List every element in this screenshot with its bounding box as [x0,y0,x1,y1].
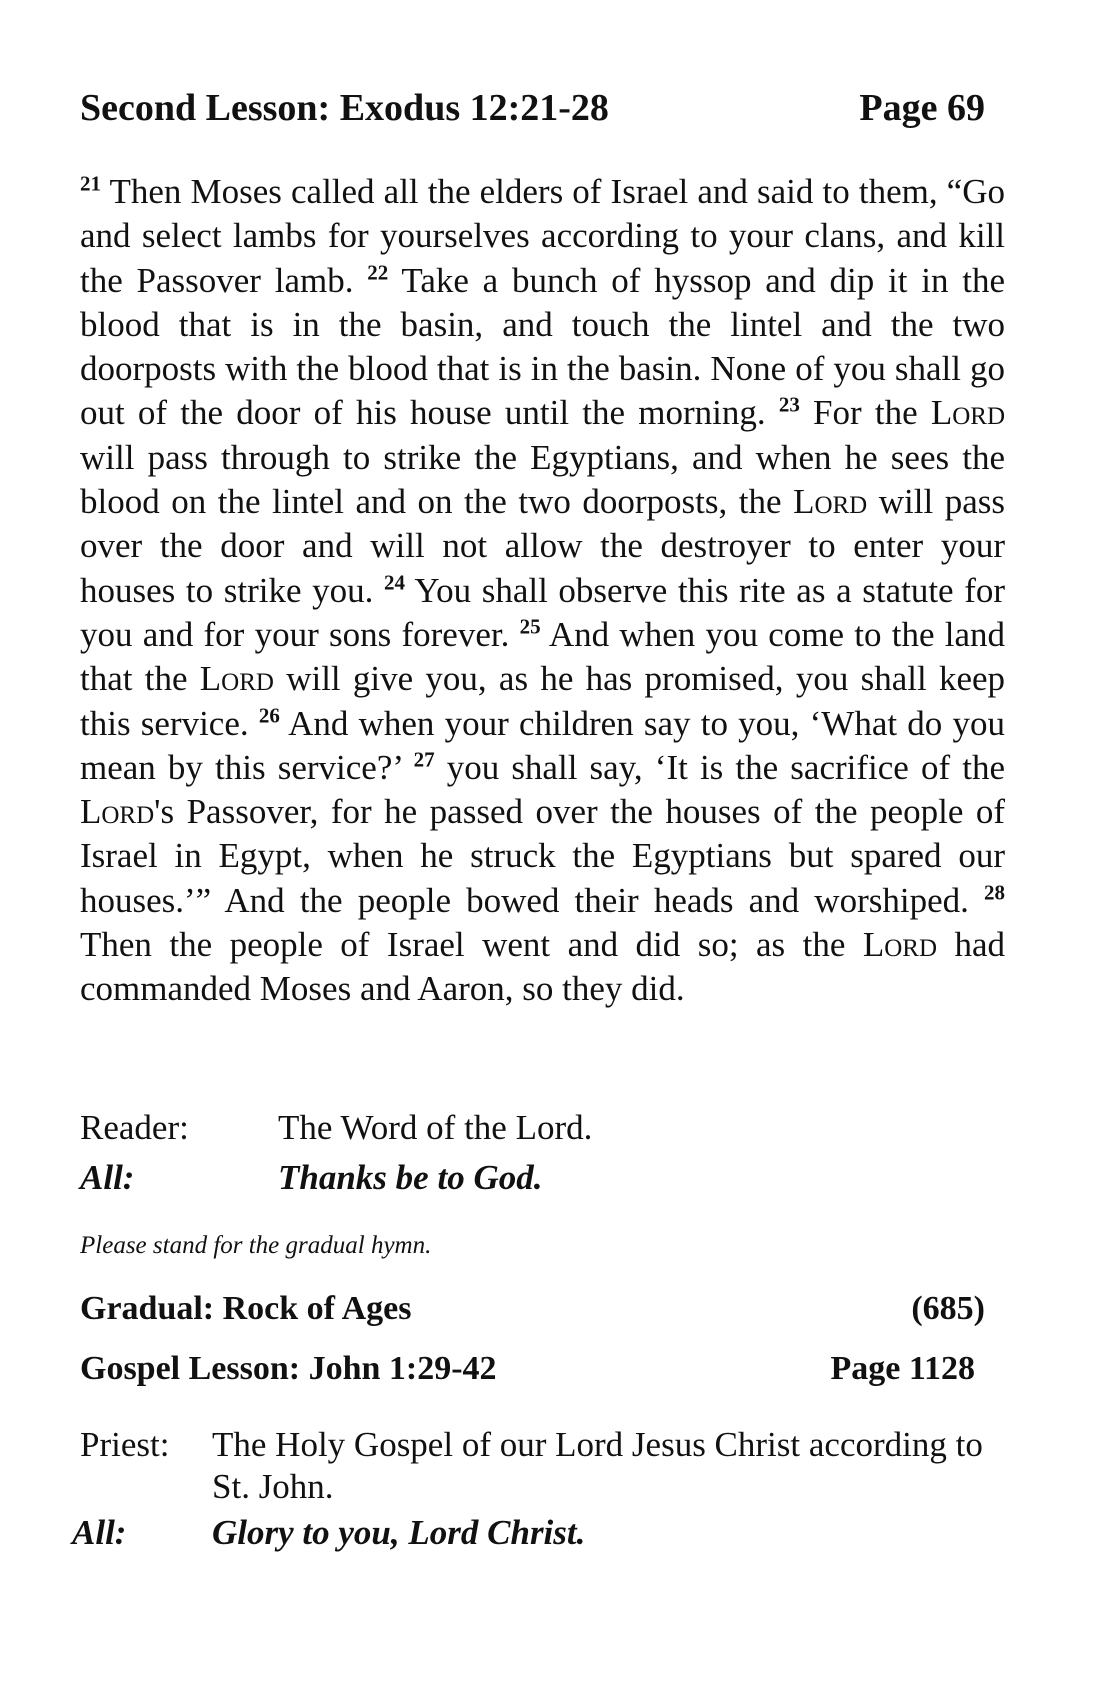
gospel-heading [80,1350,975,1388]
reader-text: The Word of the Lord. [278,1108,593,1147]
congregation-response [72,1512,1032,1554]
verse-number: 27 [413,747,435,772]
congregation-response [80,1157,1040,1199]
reader-response [80,1107,1040,1149]
second-lesson-title: Second Lesson: Exodus 12:21-28 [80,87,609,129]
verse-text: And when your children say to you, ‘What do you mean by this service?’ [80,703,1005,787]
reader-label: Reader: [80,1108,189,1147]
verse-text: you shall say, ‘It is the sacrifice of the [446,747,1005,787]
hymn-number: (685) [911,1290,985,1327]
divine-name: Lord [793,482,868,522]
verse-number: 22 [367,260,389,284]
verse-text: had commanded Moses and Aaron, so they did. [80,925,1006,1009]
divine-name: Lord [862,925,938,965]
rubric-instruction: Please stand for the gradual hymn. [80,1232,432,1259]
verse-number: 24 [383,570,405,595]
verse-text: 's Passover, for he passed over the houses of the people of Israel in Egypt, when he struck the Egyptians but spared our houses.’” And the people bowed their heads and worshiped. [80,792,1005,920]
second-lesson-heading [80,86,985,130]
gospel-title: Gospel Lesson: John 1:29-42 [80,1350,497,1387]
verse-number: 25 [519,614,541,639]
verse-text: You shall observe this rite as a statute for you and for your sons forever. [80,570,1006,654]
verse-number: 23 [778,392,800,417]
gospel-page-ref: Page 1128 [830,1350,975,1387]
divine-name: Lord [199,659,274,699]
verse-text: Take a bunch of hyssop and dip it in the blood that is in the basin, and touch the lintel and the two doorposts with the blood that is in the basin. None of you shall go out of the door of his house until the morning. [80,260,1005,433]
priest-label: Priest: [80,1425,170,1464]
verse-text: will pass over the door and will not allow the destroyer to enter your houses to strike you. [80,482,1006,610]
gradual-title: Gradual: Rock of Ages [80,1290,412,1327]
scripture-text [80,170,1005,1012]
verse-number: 28 [984,880,1006,905]
all-text: Thanks be to God. [278,1158,543,1197]
gradual-heading [80,1290,985,1328]
all-text: Glory to you, Lord Christ. [212,1513,586,1552]
verse-text: And when you come to the land that the [80,614,1005,699]
verse-text: Then Moses called all the elders of Israel and said to them, “Go and select lambs for yourselves according to your clans, and kill the Passover lamb. [80,172,1005,300]
divine-name: Lord [930,393,1006,433]
priest-text: The Holy Gospel of our Lord Jesus Christ according to St. John. [212,1425,983,1506]
verse-number: 21 [80,171,101,196]
verse-text: Then the people of Israel went and did so; as the [80,925,846,965]
verse-text: For the [813,393,918,433]
verse-text: will pass through to strike the Egyptians, and when he sees the blood on the lintel and on the two doorposts, the [80,437,1005,522]
priest-response [80,1424,1005,1508]
second-lesson-page-ref: Page 69 [859,87,985,129]
all-label: All: [72,1513,127,1552]
verse-text: will give you, as he has promised, you shall keep this service. [80,659,1006,743]
divine-name: Lord [80,792,155,832]
all-label: All: [80,1158,135,1197]
verse-number: 26 [258,702,280,727]
